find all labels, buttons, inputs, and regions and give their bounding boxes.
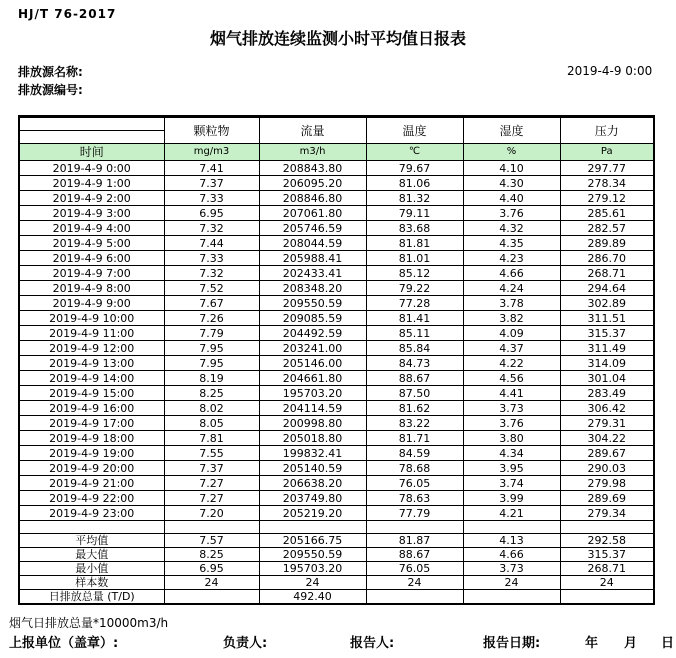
value-cell: 81.01 — [366, 251, 463, 266]
unit-celsius: ℃ — [366, 144, 463, 161]
group-header-row — [19, 117, 654, 131]
value-cell: 492.40 — [259, 590, 366, 605]
year-label: 年 — [585, 636, 599, 651]
value-cell: 7.27 — [164, 491, 259, 506]
value-cell — [463, 590, 560, 605]
value-cell: 294.64 — [560, 281, 654, 296]
value-cell: 207061.80 — [259, 206, 366, 221]
value-cell: 289.89 — [560, 236, 654, 251]
table-row — [19, 266, 654, 281]
value-cell: 7.32 — [164, 266, 259, 281]
value-cell: 84.59 — [366, 446, 463, 461]
value-cell: 88.67 — [366, 371, 463, 386]
reporting-unit-label: 上报单位（盖章）: — [9, 636, 119, 651]
time-cell: 2019-4-9 19:00 — [19, 446, 164, 461]
value-cell: 200998.80 — [259, 416, 366, 431]
time-cell: 2019-4-9 0:00 — [19, 161, 164, 176]
value-cell: 24 — [164, 576, 259, 590]
value-cell: 205018.80 — [259, 431, 366, 446]
value-cell: 7.26 — [164, 311, 259, 326]
value-cell: 83.22 — [366, 416, 463, 431]
value-cell: 3.99 — [463, 491, 560, 506]
value-cell: 3.82 — [463, 311, 560, 326]
value-cell: 209085.59 — [259, 311, 366, 326]
value-cell: 7.32 — [164, 221, 259, 236]
table-row — [19, 416, 654, 431]
time-column-header: 时间 — [19, 144, 164, 161]
page-title: 烟气排放连续监测小时平均值日报表 — [209, 29, 466, 48]
summary-row — [19, 562, 654, 576]
value-cell: 6.95 — [164, 206, 259, 221]
table-row — [19, 461, 654, 476]
value-cell: 304.22 — [560, 431, 654, 446]
value-cell — [560, 590, 654, 605]
value-cell: 3.76 — [463, 206, 560, 221]
footer-note: 烟气日排放总量*10000m3/h — [9, 616, 169, 630]
value-cell: 7.67 — [164, 296, 259, 311]
value-cell: 24 — [463, 576, 560, 590]
summary-rows — [19, 534, 654, 605]
value-cell: 268.71 — [560, 562, 654, 576]
value-cell: 7.55 — [164, 446, 259, 461]
units-row — [19, 144, 654, 161]
value-cell: 297.77 — [560, 161, 654, 176]
value-cell: 7.37 — [164, 176, 259, 191]
value-cell: 279.98 — [560, 476, 654, 491]
value-cell: 268.71 — [560, 266, 654, 281]
value-cell — [164, 521, 259, 534]
value-cell: 3.95 — [463, 461, 560, 476]
value-cell: 278.34 — [560, 176, 654, 191]
time-cell: 2019-4-9 9:00 — [19, 296, 164, 311]
time-cell: 2019-4-9 22:00 — [19, 491, 164, 506]
table-row — [19, 161, 654, 176]
value-cell: 4.66 — [463, 548, 560, 562]
summary-label-cell: 最大值 — [19, 548, 164, 562]
value-cell: 3.78 — [463, 296, 560, 311]
summary-row — [19, 576, 654, 590]
value-cell: 76.05 — [366, 562, 463, 576]
value-cell: 24 — [560, 576, 654, 590]
table-row — [19, 236, 654, 251]
value-cell: 205219.20 — [259, 506, 366, 521]
value-cell: 8.05 — [164, 416, 259, 431]
value-cell: 3.74 — [463, 476, 560, 491]
value-cell: 289.67 — [560, 446, 654, 461]
value-cell: 4.09 — [463, 326, 560, 341]
value-cell: 208846.80 — [259, 191, 366, 206]
spacer-row — [19, 521, 654, 534]
value-cell: 79.67 — [366, 161, 463, 176]
value-cell: 7.57 — [164, 534, 259, 548]
value-cell: 279.31 — [560, 416, 654, 431]
value-cell: 7.81 — [164, 431, 259, 446]
value-cell: 4.10 — [463, 161, 560, 176]
table-row — [19, 221, 654, 236]
unit-pa: Pa — [560, 144, 654, 161]
value-cell: 311.51 — [560, 311, 654, 326]
table-row — [19, 371, 654, 386]
value-cell: 3.73 — [463, 562, 560, 576]
time-cell: 2019-4-9 12:00 — [19, 341, 164, 356]
table-row — [19, 446, 654, 461]
table-row — [19, 431, 654, 446]
summary-row — [19, 548, 654, 562]
value-cell: 24 — [366, 576, 463, 590]
value-cell: 7.20 — [164, 506, 259, 521]
table-row — [19, 386, 654, 401]
value-cell: 301.04 — [560, 371, 654, 386]
value-cell: 7.33 — [164, 191, 259, 206]
value-cell: 77.28 — [366, 296, 463, 311]
value-cell: 79.22 — [366, 281, 463, 296]
value-cell: 85.84 — [366, 341, 463, 356]
report-table — [18, 115, 655, 605]
unit-m3-h: m3/h — [259, 144, 366, 161]
table-row — [19, 296, 654, 311]
value-cell: 286.70 — [560, 251, 654, 266]
unit-mg-m3: mg/m3 — [164, 144, 259, 161]
blank-header-cell — [19, 131, 164, 144]
value-cell: 205166.75 — [259, 534, 366, 548]
value-cell: 4.24 — [463, 281, 560, 296]
time-cell: 2019-4-9 2:00 — [19, 191, 164, 206]
value-cell: 279.34 — [560, 506, 654, 521]
footer-signature-line — [0, 632, 676, 650]
time-cell: 2019-4-9 6:00 — [19, 251, 164, 266]
column-header-humidity: 湿度 — [463, 117, 560, 144]
value-cell: 79.11 — [366, 206, 463, 221]
value-cell: 76.05 — [366, 476, 463, 491]
table-row — [19, 356, 654, 371]
value-cell: 205140.59 — [259, 461, 366, 476]
value-cell: 85.11 — [366, 326, 463, 341]
value-cell: 81.32 — [366, 191, 463, 206]
value-cell: 78.68 — [366, 461, 463, 476]
value-cell: 8.02 — [164, 401, 259, 416]
column-header-flow: 流量 — [259, 117, 366, 144]
summary-row — [19, 534, 654, 548]
value-cell: 4.56 — [463, 371, 560, 386]
value-cell: 83.68 — [366, 221, 463, 236]
table-row — [19, 311, 654, 326]
value-cell: 285.61 — [560, 206, 654, 221]
time-cell: 2019-4-9 5:00 — [19, 236, 164, 251]
summary-row — [19, 590, 654, 605]
value-cell: 4.41 — [463, 386, 560, 401]
value-cell: 209550.59 — [259, 296, 366, 311]
value-cell: 205746.59 — [259, 221, 366, 236]
value-cell — [560, 521, 654, 534]
value-cell: 3.80 — [463, 431, 560, 446]
value-cell: 87.50 — [366, 386, 463, 401]
value-cell: 283.49 — [560, 386, 654, 401]
value-cell: 81.87 — [366, 534, 463, 548]
day-label: 日 — [661, 636, 675, 651]
standard-code: HJ/T 76-2017 — [18, 7, 117, 21]
blank-header-cell — [19, 117, 164, 131]
data-rows — [19, 161, 654, 534]
value-cell: 4.30 — [463, 176, 560, 191]
value-cell: 199832.41 — [259, 446, 366, 461]
time-cell: 2019-4-9 13:00 — [19, 356, 164, 371]
value-cell: 289.69 — [560, 491, 654, 506]
value-cell — [164, 590, 259, 605]
value-cell: 292.58 — [560, 534, 654, 548]
value-cell: 7.95 — [164, 356, 259, 371]
value-cell: 205988.41 — [259, 251, 366, 266]
value-cell: 4.34 — [463, 446, 560, 461]
value-cell: 203241.00 — [259, 341, 366, 356]
value-cell: 8.25 — [164, 386, 259, 401]
value-cell: 204492.59 — [259, 326, 366, 341]
value-cell: 203749.80 — [259, 491, 366, 506]
table-row — [19, 191, 654, 206]
column-header-temperature: 温度 — [366, 117, 463, 144]
time-cell: 2019-4-9 20:00 — [19, 461, 164, 476]
value-cell: 81.62 — [366, 401, 463, 416]
table-row — [19, 491, 654, 506]
value-cell: 77.79 — [366, 506, 463, 521]
time-cell: 2019-4-9 21:00 — [19, 476, 164, 491]
time-cell: 2019-4-9 11:00 — [19, 326, 164, 341]
value-cell: 206095.20 — [259, 176, 366, 191]
value-cell: 4.40 — [463, 191, 560, 206]
value-cell: 4.66 — [463, 266, 560, 281]
value-cell: 81.81 — [366, 236, 463, 251]
time-cell: 2019-4-9 14:00 — [19, 371, 164, 386]
value-cell: 209550.59 — [259, 548, 366, 562]
value-cell: 208044.59 — [259, 236, 366, 251]
column-header-pressure: 压力 — [560, 117, 654, 144]
value-cell: 7.95 — [164, 341, 259, 356]
time-cell: 2019-4-9 17:00 — [19, 416, 164, 431]
value-cell: 4.13 — [463, 534, 560, 548]
value-cell: 314.09 — [560, 356, 654, 371]
value-cell — [463, 521, 560, 534]
value-cell: 6.95 — [164, 562, 259, 576]
value-cell: 202433.41 — [259, 266, 366, 281]
value-cell: 4.23 — [463, 251, 560, 266]
value-cell: 7.44 — [164, 236, 259, 251]
time-cell: 2019-4-9 10:00 — [19, 311, 164, 326]
value-cell: 306.42 — [560, 401, 654, 416]
manager-label: 负责人: — [223, 636, 268, 651]
value-cell: 282.57 — [560, 221, 654, 236]
table-row — [19, 326, 654, 341]
column-header-particulate: 颗粒物 — [164, 117, 259, 144]
value-cell: 302.89 — [560, 296, 654, 311]
value-cell: 206638.20 — [259, 476, 366, 491]
value-cell: 204114.59 — [259, 401, 366, 416]
time-cell: 2019-4-9 8:00 — [19, 281, 164, 296]
time-cell: 2019-4-9 1:00 — [19, 176, 164, 191]
value-cell: 290.03 — [560, 461, 654, 476]
time-cell: 2019-4-9 16:00 — [19, 401, 164, 416]
value-cell: 205146.00 — [259, 356, 366, 371]
value-cell: 81.71 — [366, 431, 463, 446]
value-cell: 7.33 — [164, 251, 259, 266]
value-cell: 3.73 — [463, 401, 560, 416]
value-cell — [259, 521, 366, 534]
table-row — [19, 401, 654, 416]
value-cell: 8.25 — [164, 548, 259, 562]
value-cell: 315.37 — [560, 548, 654, 562]
value-cell: 195703.20 — [259, 386, 366, 401]
time-cell: 2019-4-9 3:00 — [19, 206, 164, 221]
unit-percent: % — [463, 144, 560, 161]
table-row — [19, 251, 654, 266]
summary-label-cell: 平均值 — [19, 534, 164, 548]
value-cell: 84.73 — [366, 356, 463, 371]
value-cell: 279.12 — [560, 191, 654, 206]
report-date-label: 报告日期: — [483, 636, 541, 651]
value-cell: 208348.20 — [259, 281, 366, 296]
value-cell — [366, 521, 463, 534]
source-name-label: 排放源名称: — [18, 65, 83, 79]
value-cell: 78.63 — [366, 491, 463, 506]
time-cell: 2019-4-9 4:00 — [19, 221, 164, 236]
time-cell: 2019-4-9 7:00 — [19, 266, 164, 281]
table-row — [19, 176, 654, 191]
summary-label-cell: 样本数 — [19, 576, 164, 590]
value-cell: 4.35 — [463, 236, 560, 251]
value-cell — [366, 590, 463, 605]
value-cell: 7.79 — [164, 326, 259, 341]
value-cell: 7.27 — [164, 476, 259, 491]
reporter-label: 报告人: — [350, 636, 395, 651]
table-row — [19, 506, 654, 521]
value-cell: 4.22 — [463, 356, 560, 371]
table-row — [19, 206, 654, 221]
time-cell: 2019-4-9 23:00 — [19, 506, 164, 521]
summary-label-cell: 最小值 — [19, 562, 164, 576]
table-row — [19, 476, 654, 491]
value-cell: 85.12 — [366, 266, 463, 281]
value-cell: 204661.80 — [259, 371, 366, 386]
value-cell: 8.19 — [164, 371, 259, 386]
value-cell: 4.32 — [463, 221, 560, 236]
table-row — [19, 281, 654, 296]
value-cell: 195703.20 — [259, 562, 366, 576]
value-cell: 7.37 — [164, 461, 259, 476]
value-cell: 24 — [259, 576, 366, 590]
value-cell: 208843.80 — [259, 161, 366, 176]
value-cell: 81.41 — [366, 311, 463, 326]
time-cell: 2019-4-9 15:00 — [19, 386, 164, 401]
value-cell: 4.37 — [463, 341, 560, 356]
value-cell: 315.37 — [560, 326, 654, 341]
time-cell: 2019-4-9 18:00 — [19, 431, 164, 446]
blank-cell — [19, 521, 164, 534]
value-cell: 7.41 — [164, 161, 259, 176]
value-cell: 88.67 — [366, 548, 463, 562]
month-label: 月 — [624, 636, 638, 651]
value-cell: 81.06 — [366, 176, 463, 191]
value-cell: 3.76 — [463, 416, 560, 431]
value-cell: 7.52 — [164, 281, 259, 296]
value-cell: 311.49 — [560, 341, 654, 356]
value-cell: 4.21 — [463, 506, 560, 521]
report-datetime: 2019-4-9 0:00 — [567, 64, 653, 78]
source-code-label: 排放源编号: — [18, 83, 83, 97]
summary-label-cell: 日排放总量 (T/D) — [19, 590, 164, 605]
table-row — [19, 341, 654, 356]
